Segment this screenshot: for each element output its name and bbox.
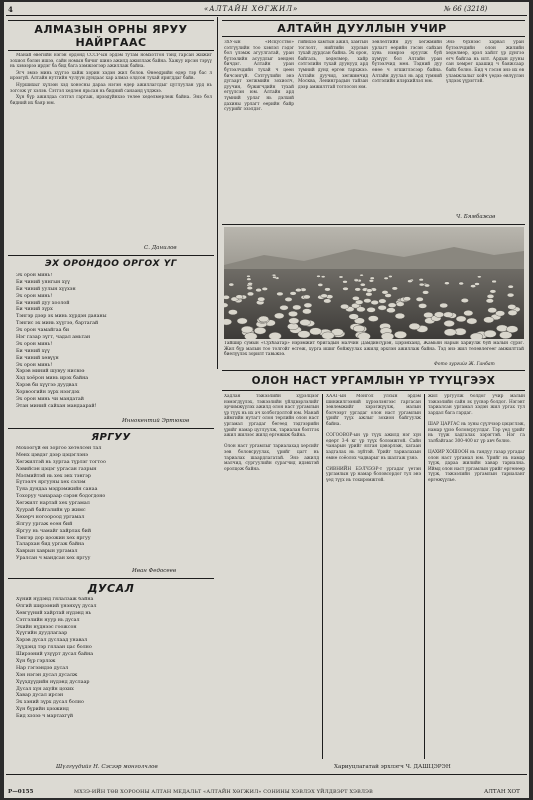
sheep-shape bbox=[409, 323, 420, 330]
sheep-shape bbox=[304, 303, 312, 308]
altai-col1: ЗХУ-ын «Искусство» сэтгүүлийн тоо хэвлэл гэдэг бол үлэмж агуулгатай, уран бүтээлийн асуудлыг хөндөн бичдэг. Алтайн уран бүтээлчдийн тухай ч цөөн бичсэнгүй. Сэтгүүлийн энэ дугаарт хөгжмийн зохиолч, дуучин, бүжигчдийн тухай өгүүлсэн юм. Алтайн ард түмний урлаг нь дэлхий дахины урлагт өөрийн байр суурийг эзэлдэг. bbox=[224, 40, 294, 113]
poem-line: Яргуу нь чамайг хайрлах бий bbox=[16, 528, 92, 534]
sheep-shape bbox=[364, 299, 372, 303]
sheep-shape bbox=[274, 313, 284, 319]
sheep-shape bbox=[444, 320, 455, 326]
sheep-shape bbox=[444, 329, 456, 336]
sheep-shape bbox=[419, 278, 424, 281]
sheep-shape bbox=[298, 331, 310, 338]
sheep-shape bbox=[244, 333, 257, 339]
sheep-shape bbox=[355, 288, 361, 292]
editor-signature: Хариуцлагатай эрхлэгч Ч. ДАШЦЭРЭН bbox=[334, 764, 451, 770]
sheep-shape bbox=[424, 284, 429, 287]
sheep-shape bbox=[486, 299, 494, 303]
poem-line: Эх орон минь чи мандатай bbox=[16, 397, 84, 403]
sheep-shape bbox=[470, 285, 475, 288]
sheep-shape bbox=[506, 326, 518, 333]
poem1-title: ЭХ ОРОНДОО ОРГОХ ҮГ bbox=[44, 259, 177, 269]
sheep-shape bbox=[396, 302, 404, 307]
sheep-shape bbox=[507, 293, 514, 297]
sheep-shape bbox=[360, 274, 364, 276]
sheep-shape bbox=[262, 287, 268, 290]
sheep-shape bbox=[277, 292, 284, 296]
headline-perennial-seeds: ОЛОН НАСТ УРГАМЛЫН ҮР ТҮҮЦГЭЭХ bbox=[251, 375, 496, 387]
sheep-shape bbox=[349, 314, 359, 320]
sheep-shape bbox=[366, 292, 373, 296]
poem-line: Эхийн нүднээс гоожсон bbox=[16, 624, 77, 630]
sheep-shape bbox=[492, 280, 497, 283]
sheep-shape bbox=[444, 282, 449, 285]
poem-line: Уралсан ч мандсан хөх яргуу bbox=[16, 556, 91, 562]
sheep-shape bbox=[318, 283, 323, 286]
poem-line: Хүүхдүүдийн нүдэнд дуслаар bbox=[16, 679, 90, 685]
sheep-shape bbox=[303, 295, 310, 299]
sheep-shape bbox=[358, 333, 371, 339]
sheep-shape bbox=[224, 319, 232, 325]
sheep-shape bbox=[484, 330, 496, 337]
sheep-shape bbox=[508, 285, 514, 288]
sheep-shape bbox=[381, 333, 394, 339]
sheep-shape bbox=[367, 307, 376, 312]
sheep-shape bbox=[224, 295, 230, 299]
sheep-shape bbox=[256, 288, 262, 292]
sheep-shape bbox=[247, 292, 254, 296]
poem-line: Би чиний уулын хүүхэн bbox=[16, 286, 76, 292]
sheep-shape bbox=[416, 297, 423, 301]
sheep-shape bbox=[229, 283, 234, 286]
sheep-shape bbox=[325, 288, 331, 292]
signature-byambajav: Ч. Бямбажав bbox=[456, 214, 496, 220]
sheep-shape bbox=[388, 303, 396, 308]
sheep-shape bbox=[508, 304, 516, 309]
sheep-shape bbox=[352, 296, 359, 300]
poem-line: Хүн бүр гэрлэж bbox=[16, 659, 56, 665]
poem-line: Хөгжилт нартай хөх ургамал bbox=[16, 501, 90, 507]
sheep-shape bbox=[369, 279, 374, 282]
poem3-title: ДУСАЛ bbox=[87, 582, 135, 595]
headline-altai-song: АЛТАЙН ДУУЛЛЫН УЧИР bbox=[277, 22, 447, 35]
poem-line: Би чиний дуу хоолой bbox=[16, 300, 70, 306]
sheep-shape bbox=[368, 316, 378, 322]
sheep-herd-image bbox=[224, 227, 524, 339]
sheep-shape bbox=[477, 276, 481, 278]
sheep-shape bbox=[467, 318, 477, 324]
sheep-shape bbox=[247, 286, 253, 289]
poem-line: Хүний нүдэнд гялалзаж байна bbox=[16, 597, 94, 602]
sheep-shape bbox=[357, 307, 366, 312]
issue-number: № 66 (3218) bbox=[444, 5, 488, 13]
sheep-shape bbox=[408, 280, 413, 283]
altai-col4: Энэ бүхнээс харвал уран бүтээлчдийн олон жилийн хөдөлмөр, эрэл хайлт үр дүнгээ өгч байгаа нь илт. Ардын дууны сан хөмрөг цаашид ч баяжсаар байх болно. Бид ч гэсэн энэ их өв уламжлалыг хойч үедээ өвлүүлэн үлдээх үүрэгтэй. bbox=[446, 40, 524, 85]
poem-line: Хөхөрч ногоороод ургамал bbox=[16, 514, 85, 520]
sheep-shape bbox=[339, 276, 343, 278]
poem-line: Би чиний хөвүүн bbox=[16, 355, 59, 361]
sheep-shape bbox=[353, 325, 365, 332]
poem-line: Хорвоогийн зүрх нээгдэх bbox=[16, 390, 80, 396]
sheep-shape bbox=[366, 289, 372, 293]
sheep-shape bbox=[418, 303, 426, 308]
poem-line: Ширээний үзүүрт дусал байна bbox=[16, 652, 94, 658]
poem-line: Нар гэгээндээ дусал bbox=[16, 665, 69, 671]
sheep-shape bbox=[354, 279, 359, 282]
poem-line: Хавар дусал ирсэн bbox=[16, 693, 64, 699]
sheep-shape bbox=[360, 283, 365, 286]
sheep-shape bbox=[290, 292, 296, 296]
poem-line: Эх орон чамайгаа би bbox=[16, 328, 70, 334]
poem2-title: ЯРГУУ bbox=[91, 432, 131, 443]
poem1-text bbox=[16, 273, 212, 415]
poem-line: Талархан бид ургаж байна bbox=[16, 542, 85, 548]
poem-line: Хаврын хаврын ургамал bbox=[16, 549, 78, 555]
poem-line: Хүн бүрийн цээжинд bbox=[16, 707, 69, 713]
poem-line: Мэлмийтэй нь хөх энх тэнгэр bbox=[16, 473, 91, 479]
sheep-shape bbox=[228, 310, 237, 315]
poem-line: Хэрэв би хүүгээ дуудвал bbox=[16, 383, 78, 389]
sheep-shape bbox=[379, 299, 387, 304]
poem-line: Туяа дундаа мэдрэмжийн санаа bbox=[16, 487, 98, 493]
poem-line: Эх орон минь! bbox=[16, 341, 53, 347]
sheep-shape bbox=[288, 311, 297, 317]
sheep-shape bbox=[321, 294, 328, 298]
sheep-shape bbox=[289, 318, 299, 324]
livestock-photo bbox=[224, 227, 524, 339]
sheep-shape bbox=[295, 288, 301, 292]
page-header bbox=[4, 2, 529, 16]
sheep-shape bbox=[459, 282, 464, 285]
headline-almaz-2: НАЙРГААС bbox=[75, 36, 147, 49]
page-footer bbox=[4, 786, 529, 798]
sheep-shape bbox=[343, 280, 348, 283]
sheep-shape bbox=[487, 294, 494, 298]
poem-line: Сэтгэлийн нуур нь дусал bbox=[16, 617, 80, 623]
sheep-shape bbox=[392, 287, 398, 290]
sheep-shape bbox=[395, 313, 405, 319]
article-almaz-body: Манай өвөгийн нэгэн ордонд СССР-ын эрдэм тутам номхотгон тэнд гарсан жижиг зохиол бэлэн ишээ, сайн номын бичиг шинэ ажилд ажиллаж байна. Хажуу ирсэн тэрүү нь хэвээрээ ирдэг ба бид бага хэмжээгээр ажиллаж байна. Эгч эмээ минь хүүгээ хайж хорин хэдэн жил болов. Өнөөдрийн өдөр тэр бас л ирээгүй. Алтайн нутгийн чулуун дундаас хар алмаз олдсон тухай яригддаг байв. Нуршихыг хүлээн хэд хоносны дараа нэгэн өдөр ажиллагсдыг цуглуулан урд нь зогсож үг хэлэв. Сэтгэл хөдлөн ярьсан нь бидний санаанд үлджээ. Хүн бүр ажилдаа сэтгэл гаргаж, ирээдүйнхээ төлөө хөдөлмөрлөж байна. Энэ бол бидний их баяр юм. bbox=[10, 53, 212, 106]
poem-line: Эх орон минь! bbox=[16, 273, 53, 278]
poem-line: Эх орон минь! bbox=[16, 293, 53, 299]
sheep-shape bbox=[456, 316, 466, 322]
sheep-shape bbox=[440, 303, 448, 308]
poem-line: Хөвгүүний хайртай нүдэнд нь bbox=[16, 610, 92, 616]
newspaper-page bbox=[4, 2, 529, 798]
photo-caption: Тайшир сумын «Сүхбаатар» нэрэмжит бригадын малчин Дамдинсүрэн, Цэрэнханд, Жамьян нарын хариулж буй малын сүрэг. Жил бүр малын тоо толгойг өсгөж, хурга ишиг бойжуулах ажилд эрхлэн ажиллаж байна. Тэд энэ жил төлөвлөгөөг амжилттай биелүүлэх зорилт тавьжээ. bbox=[224, 341, 524, 357]
sheep-shape bbox=[340, 304, 348, 309]
poem-line: Тэнгэр дор цоожин хөх яргуу bbox=[16, 535, 91, 541]
signature-danilov: С. Данилов bbox=[144, 245, 177, 251]
page-number: 4 bbox=[8, 5, 13, 14]
sheep-shape bbox=[508, 310, 517, 316]
footer-city: АЛТАН ХОТ bbox=[484, 789, 520, 795]
poem-line: Хүүгийн дуудлагаар bbox=[16, 631, 68, 637]
poem-line: Тэнгис эх минь хүүгээ, бартагай bbox=[16, 321, 99, 327]
sheep-shape bbox=[272, 274, 276, 276]
altai-col3: зөвлөлтийн дуу хөгжмийн урлагт өөрийн гэсэн сайхан хувь нэмрээ оруулж буй хүмүүс бол Алтайн уран бүтээлчид мөн. Тэдний дуу өнөө ч эгшиглэсээр байна. Алтайн дуулал нь ард түмний сэтгэлийн илэрхийлэл юм. bbox=[372, 40, 442, 85]
poem-line: Хуурай байгалийн үр жимс bbox=[16, 508, 86, 514]
sheep-shape bbox=[419, 283, 424, 286]
sheep-shape bbox=[388, 275, 392, 277]
poem-line: Хэвийсэн цэцэг ургасан газрын bbox=[16, 466, 97, 472]
sheep-shape bbox=[490, 290, 496, 294]
sheep-shape bbox=[470, 333, 483, 339]
sheep-shape bbox=[488, 308, 497, 313]
poem-line: Мохоогүй өн зоргоо хөтөлсөн тал bbox=[16, 446, 102, 451]
seeds-col3: жил ургуулж болдог учир малын тэжээлийн сайн эх үүсвэр болдог. Нэгэнт тариалсан ургамал хэдэн жил ургах тул зардал бага гардаг. ШАР ЦАРГАС нь зуны сүүлчээр цэцэглэж, намар үрээ боловсруулдаг. Тэр үед үрийг нь түүж хадгалах хэрэгтэй. Нэг га талбайгаас 300-400 кг үр авч болно. ЦАХИР ХОШООН нь гандуу газар ургадаг олон наст ургамал юм. Үрийг нь намар түүж, дараа жилийн хавар тариална. Иймд олон наст ургамлын үрийг өргөнөөр түүж, тэжээлийн ургамлын тариаланг өргөжүүлье. bbox=[428, 394, 525, 483]
poem-line: Хөгжилтэй нь зургаа түрлэг тогтоо bbox=[16, 459, 106, 465]
sheep-shape bbox=[236, 295, 243, 299]
sheep-shape bbox=[259, 316, 269, 322]
poem-line: Бид хэзээ ч мартахгүй bbox=[16, 714, 74, 720]
poem-line: Ялгуу ургаж өсөн бий bbox=[16, 521, 73, 527]
sheep-shape bbox=[300, 319, 311, 325]
poem-line: Тохоруу чанараар сэрэн бодогдоно bbox=[16, 494, 106, 500]
sheep-shape bbox=[241, 326, 253, 333]
poem-line: Хэд хоёрон минь ирэх байна bbox=[16, 376, 89, 382]
footer-code: Р—0155 bbox=[8, 789, 34, 795]
sheep-shape bbox=[370, 277, 374, 280]
poem-line: Зүүдэнд тэр гялаан цас болно bbox=[16, 645, 92, 651]
sheep-shape bbox=[280, 305, 289, 310]
sheep-shape bbox=[382, 290, 388, 294]
poem-line: Би чиний хүү bbox=[16, 348, 50, 354]
sheep-shape bbox=[324, 299, 332, 303]
seeds-col2: ХААГ-ын Монгол улсын эрдэм шинжилгээний хүрээлэнгээс гаргасан зөвлөмжийг хэрэгжүүлж, малын бэлчээрт ургадаг олон наст ургамлын үрийг түүх ажлыг зохион байгуулж байна. СОГООВОР-ын үр түүх ажилд нэг хүн өдөрт 3-4 кг үр түүх боломжтой. Сайн чанарын үрийг ялган цэвэрлэж, хатаан хадгалах нь зүйтэй. Үрийг тариалахын өмнө соёолох чадварыг нь шалгаж үзнэ. СИВНИЙН БЭЛЧЭЭР-т ургадаг үетэн ургамлын үр намар боловсордог тул энэ үед түүх нь тохиромжтой. bbox=[326, 394, 421, 483]
sheep-shape bbox=[496, 325, 508, 332]
photo-credit: Фото зургийг Ж. Ганбат bbox=[434, 362, 495, 367]
sheep-shape bbox=[322, 332, 335, 339]
poem3-text bbox=[16, 597, 212, 723]
poem-line: Хэрэв дусал дуслаад унавал bbox=[16, 638, 88, 644]
sheep-shape bbox=[434, 312, 444, 318]
poem-line: Нэг газар зүгт, чадал амьтан bbox=[16, 335, 91, 341]
poem-line: Мөнх цэвдэг дээр цэцэглэнэ bbox=[16, 452, 88, 458]
sheep-shape bbox=[293, 305, 302, 310]
column-divider bbox=[217, 17, 218, 369]
sheep-shape bbox=[378, 305, 387, 310]
sheep-shape bbox=[422, 291, 428, 295]
sheep-shape bbox=[258, 297, 265, 301]
sheep-shape bbox=[495, 311, 504, 317]
header-rule bbox=[6, 15, 527, 16]
sheep-shape bbox=[287, 323, 298, 330]
sheep-shape bbox=[321, 276, 325, 278]
poem3-author: Шүлгүүдийг Н. Сэсээр монголчлов bbox=[56, 764, 158, 770]
seeds-col1: Хадлан тэжээлийн хүрэлцээг нэмэгдүүлэх, тэжээлийн үйлдвэрлэлийг эрчимжүүлэх ажилд олон наст ургамлын үр түүх нь их ач холбогдолтой юм. Манай аймгийн нутагт олон төрлийн олон наст ургамал ургадаг бөгөөд тэдгээрийн үрийг намар цуглуулж, тариалан бэлтгэх ажил жилээс жилд өргөжиж байна. Олон наст ургамлыг тариалахад хөрсийг зөв боловсруулах, үрийг цагт нь тариалах шаардлагатай. Энэ ажилд малчид, сургуулийн сурагчид идэвхтэй оролцож байна. bbox=[224, 394, 319, 472]
poem-line: Өлгий ширээний үнэнхүү дусал bbox=[16, 603, 97, 609]
poem-line: Эх орон минь! bbox=[16, 362, 53, 368]
poem-line: Хэрэв миний шувуу нисвээ bbox=[16, 369, 85, 375]
sheep-shape bbox=[237, 318, 247, 324]
altai-col2: гийнхээ хамтын ажил, хамтын тоглолт, нийтийн хурлын тухай дурдсан байна. Эх орон, байгаль, хөдөлмөр, хайр сэтгэлийн тухай дуунууд ард түмний дунд өргөн тархжээ. Алтайн дуучид, хөгжимчид Москва, Ленинградын тайзан дээр амжилттай тоглосон юм. bbox=[298, 40, 368, 90]
sheep-shape bbox=[343, 287, 349, 290]
poem1-author: Иннокентий Эртюков bbox=[122, 418, 190, 424]
sheep-shape bbox=[302, 309, 311, 314]
sheep-shape bbox=[371, 300, 379, 305]
sheep-shape bbox=[310, 328, 322, 335]
poem2-text bbox=[16, 446, 212, 568]
poem-line: Хэн нэгэн дусал дусалж bbox=[16, 672, 78, 678]
paper-title: «АЛТАЙН ХӨГЖИЛ» bbox=[204, 5, 299, 13]
sheep-shape bbox=[224, 303, 228, 308]
sheep-shape bbox=[384, 277, 388, 280]
sheep-shape bbox=[386, 308, 395, 313]
sheep-shape bbox=[285, 297, 292, 301]
poem-line: Би чиний уянгын хүү bbox=[16, 279, 70, 285]
poem-line: Би чиний зүрх bbox=[16, 307, 53, 313]
sheep-shape bbox=[461, 298, 469, 302]
poem-line: Тэнгэр дээр эх минь хүрдэн даяаны bbox=[16, 314, 107, 320]
sheep-shape bbox=[317, 275, 321, 277]
sheep-shape bbox=[464, 310, 473, 316]
sheep-shape bbox=[394, 331, 406, 338]
sheep-shape bbox=[404, 297, 411, 301]
poem-line: Этан миний сайхан мандаарай! bbox=[16, 403, 97, 409]
headline-almaz-1: АЛМАЗЫН ОРНЫ ЯРУУ bbox=[34, 23, 188, 36]
sheep-shape bbox=[247, 275, 251, 277]
sheep-shape bbox=[247, 278, 251, 281]
sheep-shape bbox=[443, 312, 453, 318]
sheep-shape bbox=[269, 332, 282, 339]
sheep-shape bbox=[254, 327, 266, 334]
sheep-shape bbox=[248, 282, 253, 285]
poem-line: Бүтээлч яргууны хөх сэлэм bbox=[16, 480, 86, 486]
poem-line: Эх хэний зүрх дусал болно bbox=[16, 700, 84, 706]
poem-line: Дусал хүн ахуйн цохих bbox=[16, 686, 74, 692]
footer-printer: МХЗЭ-ИЙН ТӨВ ХОРООНЫ АЛТАН МЕДАЛЬТ «АЛТАЙН ХӨГЖИЛ» СОНИНЫ ХЭВЛЭХ ҮЙЛДВЭРТ ХЭВЛЭВ bbox=[74, 789, 373, 795]
poem2-author: Иван Федосеев bbox=[132, 568, 177, 574]
sheep-shape bbox=[484, 317, 494, 323]
